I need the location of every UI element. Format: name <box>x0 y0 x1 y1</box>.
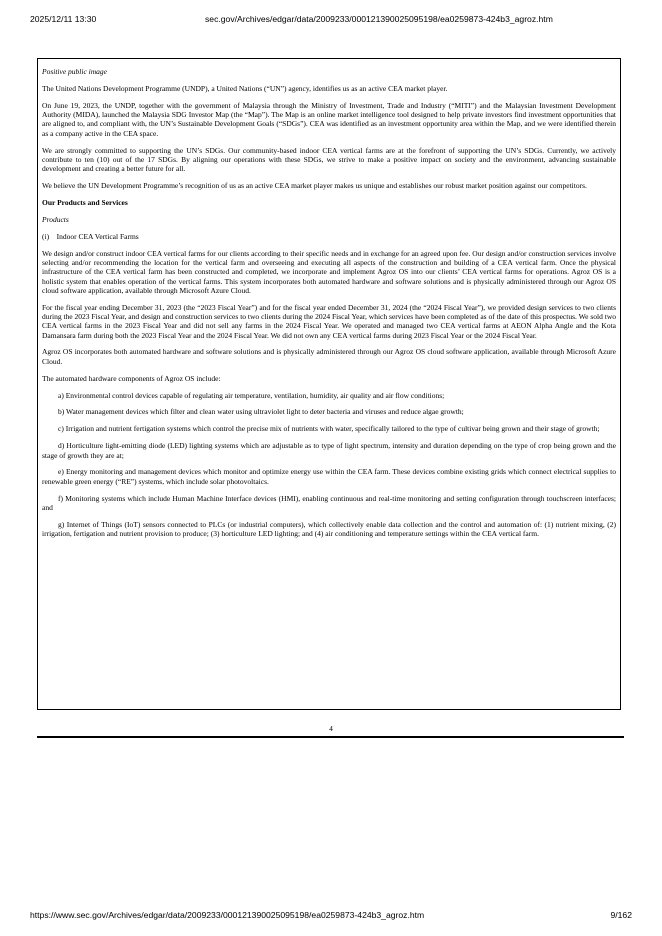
footer-url: https://www.sec.gov/Archives/edgar/data/2009233/000121390025095198/ea0259873-424b3_agroz.htm <box>30 910 425 920</box>
list-item-environmental: a) Environmental control devices capable of regulating air temperature, ventilation, humidity, air quality and air flow conditions; <box>58 390 445 400</box>
sub-heading-products: Products <box>42 214 69 224</box>
page-number: 4 <box>329 724 333 733</box>
paragraph-market-position: We believe the UN Development Programme’s recognition of us as an active CEA market player makes us unique and establishes our robust market position against our competitors. <box>42 181 587 191</box>
print-datetime: 2025/12/11 13:30 <box>30 14 97 24</box>
paragraph-sdg-commitment: We are strongly committed to supporting the UN’s SDGs. Our community-based indoor CEA vertical farms are at the forefront of supporting the UN’s SDGs. Currently, we actively contribute to ten (10) out of the 17 SDGs. By aligning our operations with these SDGs, we strive to make a positive impact on society and the environment, advancing sustainable development and creating a better future for all. <box>42 145 616 174</box>
list-item-energy: e) Energy monitoring and management devices which monitor and optimize energy use within the CEA farm. These devices combine existing grids which connect electrical supplies to renewable green energy (“RE”) systems, which include solar photovoltaics. <box>42 467 616 486</box>
heading-products-services: Our Products and Services <box>42 197 128 207</box>
paragraph-design-construct: We design and/or construct indoor CEA vertical farms for our clients according to their specific needs and in exchange for an agreed upon fee. Our design and/or construction services involve selecting and/or recommending the location for the vertical farm and overseeing and executing all aspects of the construction and building of a CEA vertical farm. Once the physical infrastructure of the CEA vertical farm has been constructed and completed, we incorporate and implement Agroz OS into our clients’ CEA vertical farms for operations. Agroz OS is a holistic system that enables operation of the vertical farms. This system incorporates both automated hardware and software solutions and is physically administered through our Agroz OS cloud software application, available through Microsoft Azure Cloud. <box>42 248 616 295</box>
list-item-iot: g) Internet of Things (IoT) sensors connected to PLCs (or industrial computers), which collectively enable data collection and the control and automation of: (1) nutrient mixing, (2) irrigation, fertigation and nutrient provision to produce; (3) horticulture LED lighting; and (4) air conditioning and temperature settings within the CEA vertical farm. <box>42 519 616 539</box>
sub-heading-public-image: Positive public image <box>42 67 107 76</box>
item-indoor-cea-farms: (i) Indoor CEA Vertical Farms <box>42 231 139 241</box>
print-footer <box>30 910 632 924</box>
paragraph-fiscal-years: For the fiscal year ending December 31, 2023 (the “2023 Fiscal Year”) and for the fiscal year ended December 31, 2024 (the “2024 Fiscal Year”), we provided design services to two clients during the 2023 Fiscal Year, and design and construction services to two clients during the 2024 Fiscal Year, which services have been completed as of the date of this prospectus. We sold two CEA vertical farms in the 2023 Fiscal Year and did not sell any farms in the 2024 Fiscal Year. We operated and managed two CEA vertical farms at AEON Alpha Angle and the Kota Damansara farm during both the 2023 Fiscal Year and the 2024 Fiscal Year. We did not own any CEA vertical farms during 2023 Fiscal Year or the 2024 Fiscal Year. <box>42 302 616 340</box>
page-count: 9/162 <box>610 910 632 920</box>
list-item-monitoring: f) Monitoring systems which include Human Machine Interface devices (HMI), enabling continuous and real-time monitoring and setting configuration through touchscreen interfaces; and <box>42 493 616 512</box>
list-item-water: b) Water management devices which filter and clean water using ultraviolet light to deter bacteria and viruses and reduce algae growth; <box>58 407 464 417</box>
list-item-lighting: d) Horticulture light-emitting diode (LED) lighting systems which are adjustable as to type of light spectrum, intensity and duration depending on the type of crop being grown and the stage of growth they are at; <box>42 441 616 460</box>
paragraph-undp: The United Nations Development Programme (UNDP), a United Nations (“UN”) agency, identifies us as an active CEA market player. <box>42 83 448 93</box>
paragraph-agroz-os: Agroz OS incorporates both automated hardware and software solutions and is physically administered through our Agroz OS cloud software application, available through Microsoft Azure Cloud. <box>42 347 616 366</box>
print-url: sec.gov/Archives/edgar/data/2009233/000121390025095198/ea0259873-424b3_agroz.htm <box>205 14 553 24</box>
print-header <box>30 14 632 28</box>
page-divider <box>37 736 624 738</box>
document-content <box>37 58 621 710</box>
paragraph-components-intro: The automated hardware components of Agroz OS include: <box>42 373 221 383</box>
paragraph-sdg-map: On June 19, 2023, the UNDP, together with the government of Malaysia through the Ministry of Investment, Trade and Industry (“MITI”) and the Malaysian Investment Development Authority (MIDA), launched the Malaysia SDG Investor Map (the “Map”). The Map is an online market intelligence tool designed to help private investors find investment opportunities that are aligned to, and compliant with, the UN’s Sustainable Development Goals (“SDGs”). CEA was identified as an investment opportunity area within the Map, and we were identified therein as a company active in the CEA space. <box>42 100 616 138</box>
list-item-irrigation: c) Irrigation and nutrient fertigation systems which control the precise mix of nutrients with water, specifically tailored to the type of cultivar being grown and their stage of growth; <box>58 424 600 434</box>
